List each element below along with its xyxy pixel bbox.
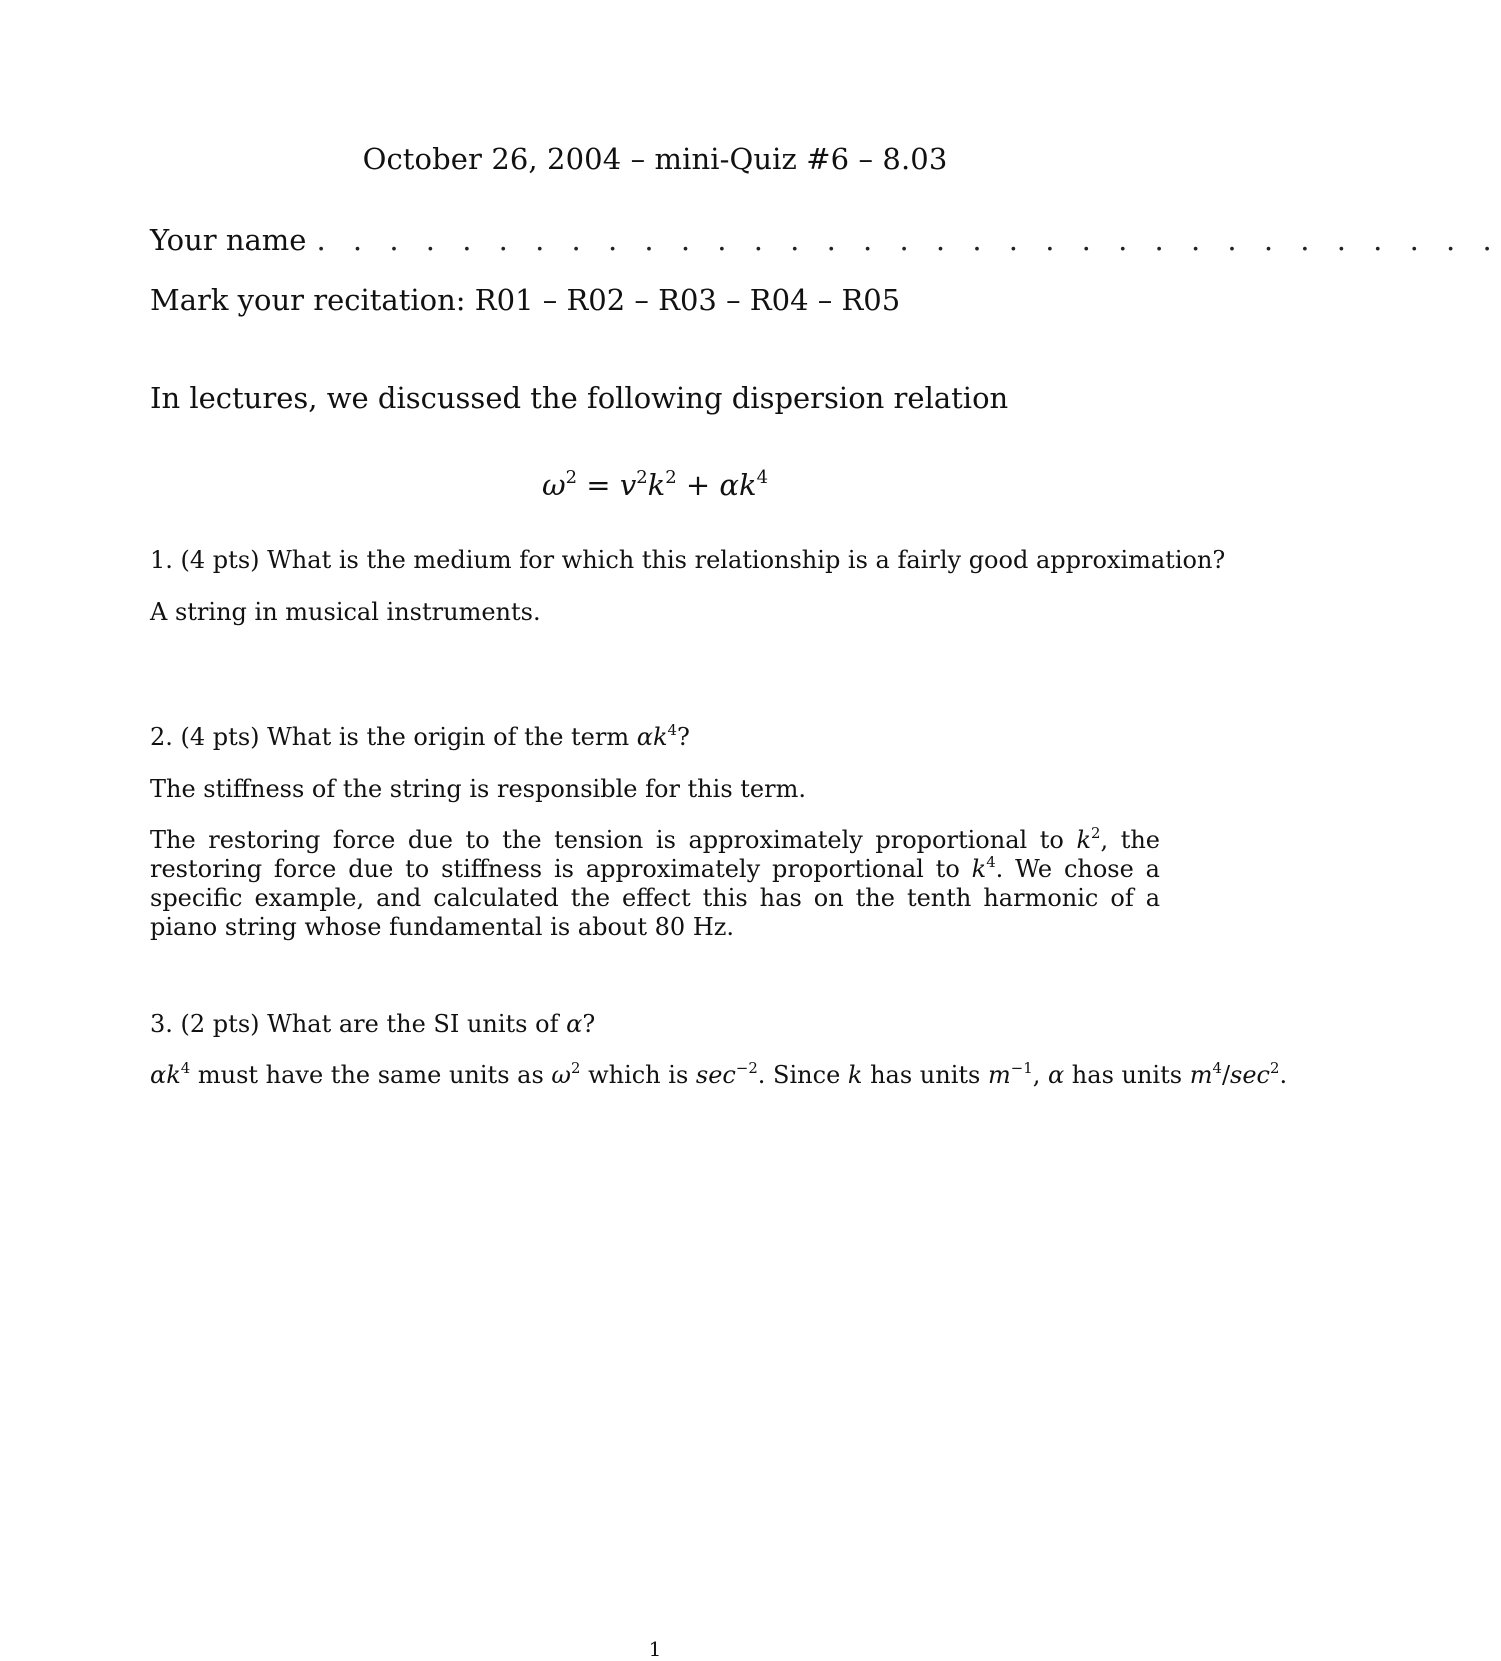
- answer-2: The stiffness of the string is responsible for this term.: [150, 775, 806, 803]
- question-2-term: αk: [636, 723, 668, 751]
- answer-3-m: m: [987, 1061, 1011, 1089]
- explanation-k-stiffness: k: [971, 855, 987, 883]
- question-1: [150, 546, 1225, 574]
- answer-3-part-5: ,: [1032, 1061, 1048, 1089]
- answer-3-part-1: must have the same units as: [190, 1061, 552, 1089]
- explanation-part-3: . We chose a specific example, and calculated the effect this has on the tenth harmonic of a piano string whose fundamental is about 80 Hz.: [150, 855, 1160, 941]
- question-1-text: What is the medium for which this relationship is a fairly good approximation?: [267, 546, 1226, 574]
- answer-3-term-exponent: 4: [180, 1058, 191, 1077]
- answer-3-omega: ω: [551, 1061, 571, 1089]
- explanation-k-stiffness-exponent: 4: [986, 852, 996, 871]
- question-3: [150, 1010, 595, 1038]
- question-1-points: (4 pts): [180, 546, 260, 574]
- explanation-part-1: The restoring force due to the tension is approximately proportional to: [150, 826, 1077, 854]
- equation-k-exponent: 2: [665, 466, 677, 488]
- question-3-text-before: What are the SI units of: [267, 1010, 567, 1038]
- answer-3-omega-exponent: 2: [570, 1058, 581, 1077]
- answer-3-part-3: . Since: [757, 1061, 848, 1089]
- explanation-k-tension-exponent: 2: [1091, 823, 1101, 842]
- recitation-line: Mark your recitation: R01 – R02 – R03 – R04 – R05: [150, 283, 901, 317]
- answer-3-m4: m: [1189, 1061, 1213, 1089]
- answer-3-k: k: [847, 1061, 863, 1089]
- question-3-points: (2 pts): [180, 1010, 260, 1038]
- answer-3-sec2: sec: [1230, 1061, 1270, 1089]
- answer-3-sec2-exponent: 2: [1270, 1058, 1280, 1077]
- name-field-line: [150, 223, 1501, 257]
- answer-1: A string in musical instruments.: [150, 598, 541, 626]
- answer-3-m4-exponent: 4: [1212, 1058, 1222, 1077]
- equation-k: k: [647, 468, 666, 502]
- question-2: [150, 720, 690, 751]
- answer-3-alpha: α: [1047, 1061, 1065, 1089]
- question-3-text-after: ?: [582, 1010, 596, 1038]
- question-2-points: (4 pts): [180, 723, 260, 751]
- answer-3-slash: /: [1221, 1061, 1231, 1089]
- answer-3-part-4: has units: [862, 1061, 988, 1089]
- name-dotted-blank: . . . . . . . . . . . . . . . . . . . . . . . . . . . . . . . . .: [316, 223, 1501, 257]
- equation-omega-exponent: 2: [565, 466, 578, 488]
- answer-3-term: αk: [150, 1061, 181, 1089]
- answer-3-part-2: which is: [580, 1061, 696, 1089]
- explanation-part-2: , the restoring force due to stiffness is approximately proportional to: [150, 826, 1161, 883]
- explanation-k-tension: k: [1076, 826, 1092, 854]
- question-3-alpha: α: [566, 1010, 583, 1038]
- question-3-number: 3.: [150, 1010, 173, 1038]
- intro-text: In lectures, we discussed the following dispersion relation: [150, 381, 1009, 415]
- equation-alpha-k: αk: [719, 468, 757, 502]
- equation-omega: ω: [541, 468, 566, 502]
- answer-3-sec-exponent: −2: [735, 1058, 758, 1077]
- answer-3-part-6: has units: [1064, 1061, 1190, 1089]
- name-label: Your name: [150, 223, 307, 257]
- equation-plus: +: [676, 468, 720, 502]
- answer-3-sec: sec: [695, 1061, 736, 1089]
- question-3-text: [267, 1010, 595, 1038]
- answer-3-m-exponent: −1: [1010, 1058, 1033, 1077]
- question-2-term-exponent: 4: [667, 720, 677, 739]
- equation-v-exponent: 2: [636, 466, 648, 488]
- answer-3: [150, 1058, 1288, 1089]
- equation-equals: =: [577, 468, 620, 502]
- equation-v: v: [619, 468, 637, 502]
- page-title: October 26, 2004 – mini-Quiz #6 – 8.03: [362, 142, 948, 176]
- question-2-text-after: ?: [676, 723, 690, 751]
- answer-3-part-7: .: [1279, 1061, 1288, 1089]
- answer-2-explanation: [150, 823, 1161, 942]
- question-2-text: [267, 720, 690, 751]
- page-number: 1: [648, 1637, 662, 1661]
- question-2-number: 2.: [150, 723, 173, 751]
- question-1-number: 1.: [150, 546, 173, 574]
- question-2-text-before: What is the origin of the term: [267, 723, 637, 751]
- dispersion-equation: [0, 468, 1310, 502]
- equation-alpha-k-exponent: 4: [756, 466, 769, 488]
